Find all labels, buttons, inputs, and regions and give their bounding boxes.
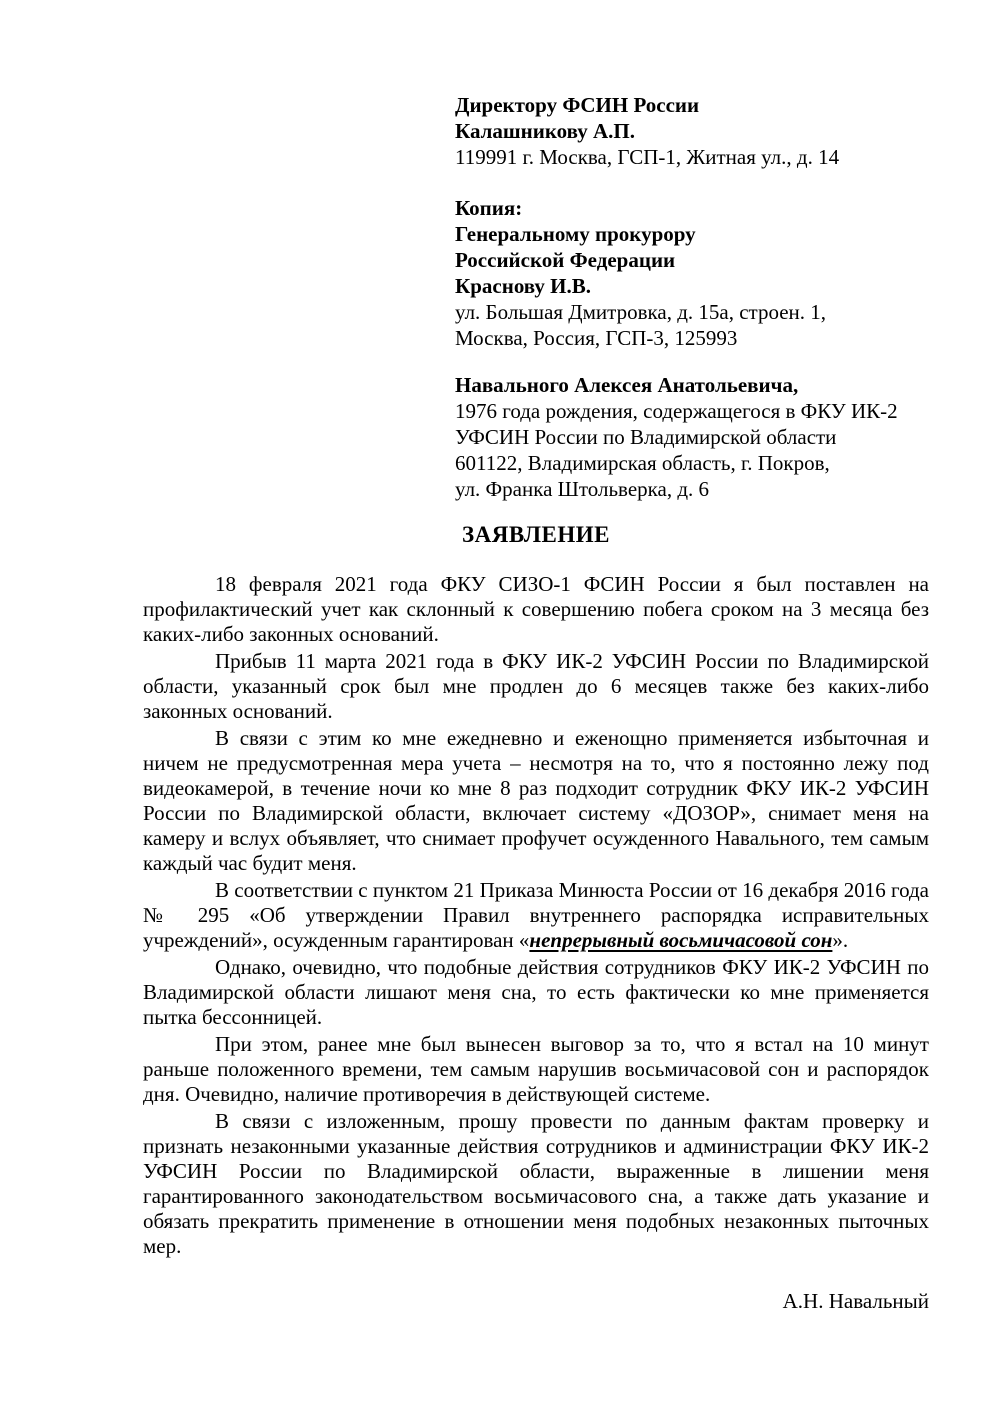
copy-org-line-1: Генеральному прокурору [455, 222, 696, 246]
paragraph-4-tail: ». [832, 928, 849, 952]
applicant-info-line-1: 1976 года рождения, содержащегося в ФКУ ИК-2 [455, 399, 898, 423]
paragraph-2: Прибыв 11 марта 2021 года в ФКУ ИК-2 УФСИН России по Владимирской области, указанный срок был мне продлен до 6 месяцев также без каких-либо законных оснований. [143, 649, 929, 723]
recipient-address-line: 119991 г. Москва, ГСП-1, Житная ул., д. 14 [455, 145, 840, 169]
paragraph-4 [143, 878, 929, 953]
copy-name-line: Краснову И.В. [455, 274, 592, 298]
applicant-address-line-2: ул. Франка Штольверка, д. 6 [455, 477, 710, 501]
copy-address-line-1: ул. Большая Дмитровка, д. 15а, строен. 1, [455, 300, 827, 324]
paragraph-5: Однако, очевидно, что подобные действия сотрудников ФКУ ИК-2 УФСИН по Владимирской области лишают меня сна, то есть фактически ко мне применяется пытка бессонницей. [143, 955, 929, 1029]
applicant-info-line-2: УФСИН России по Владимирской области [455, 425, 837, 449]
address-column [455, 92, 929, 502]
emphasized-phrase: непрерывный восьмичасовой сон [529, 928, 833, 952]
paragraph-3: В связи с этим ко мне ежедневно и еженощно применяется избыточная и ничем не предусмотренная мера учета – несмотря на то, что я постоянно лежу под видеокамерой, в течение ночи ко мне 8 раз подходит сотрудник ФКУ ИК-2 УФСИН России по Владимирской области, включает систему «ДОЗОР», снимает меня на камеру и вслух объявляет, что снимает профучет осужденного Навального, тем самым каждый час будит меня. [143, 726, 929, 875]
recipient-org-line: Директору ФСИН России [455, 93, 700, 117]
recipient-name-line: Калашникову А.П. [455, 119, 636, 143]
paragraph-1: 18 февраля 2021 года ФКУ СИЗО-1 ФСИН России я был поставлен на профилактический учет как склонный к совершению побега сроком на 3 месяца без каких-либо законных оснований. [143, 572, 929, 646]
paragraph-7: В связи с изложенным, прошу провести по данным фактам проверку и признать незаконными указанные действия сотрудников и администрации ФКУ ИК-2 УФСИН России по Владимирской области, выраженные в лишении меня гарантированного законодательством восьмичасового сна, а также дать указание и обязать прекратить применение в отношении меня подобных незаконных пыточных мер. [143, 1109, 929, 1258]
recipient-block [455, 92, 929, 170]
paragraph-6: При этом, ранее мне был вынесен выговор за то, что я встал на 10 минут раньше положенного времени, тем самым нарушив восьмичасовой сон и распорядок дня. Очевидно, наличие противоречия в действующей системе. [143, 1032, 929, 1106]
document-title: ЗАЯВЛЕНИЕ [462, 522, 610, 547]
copy-block [455, 195, 929, 351]
paragraph-4-lead: В соответствии с пунктом 21 Приказа Минюста России от 16 декабря 2016 года № 295 «Об утверждении Правил внутреннего распорядка исправительных учреждений», осужденным гарантирован « [143, 878, 929, 952]
signature: А.Н. Навальный [782, 1289, 929, 1313]
applicant-address-line-1: 601122, Владимирская область, г. Покров, [455, 451, 830, 475]
applicant-block [455, 372, 929, 502]
copy-address-line-2: Москва, Россия, ГСП-3, 125993 [455, 326, 738, 350]
document-body [143, 572, 929, 1259]
copy-label: Копия: [455, 196, 523, 220]
copy-org-line-2: Российской Федерации [455, 248, 676, 272]
applicant-name-line: Навального Алексея Анатольевича, [455, 373, 799, 397]
